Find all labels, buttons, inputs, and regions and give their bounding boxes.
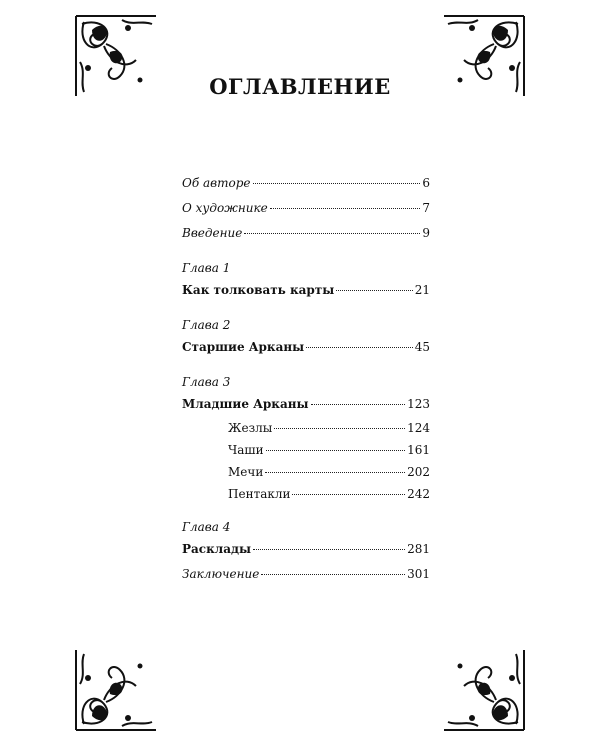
dot-leader	[274, 428, 405, 429]
toc-subentry[interactable]	[182, 483, 430, 505]
toc-entry-label: Введение	[182, 226, 243, 240]
dot-leader	[270, 208, 421, 209]
toc-page-number: 7	[422, 201, 430, 215]
dot-leader	[336, 290, 412, 291]
toc-subentry[interactable]	[182, 417, 430, 439]
toc-page-number: 202	[407, 465, 430, 479]
dot-leader	[261, 574, 405, 575]
chapter-label: Глава 4	[182, 520, 231, 534]
toc-page-number: 301	[407, 567, 430, 581]
dot-leader	[292, 494, 405, 495]
toc-entry-about-artist[interactable]	[182, 196, 430, 221]
toc-entry-label: Об авторе	[182, 176, 251, 190]
dot-leader	[306, 347, 413, 348]
toc-subentry[interactable]	[182, 439, 430, 461]
toc-page-number: 9	[422, 226, 430, 240]
toc-entry-label: Жезлы	[228, 421, 273, 435]
chapter-label: Глава 3	[182, 375, 231, 389]
floral-corner-icon	[438, 644, 530, 736]
dot-leader	[311, 404, 406, 405]
toc-page-number: 123	[407, 397, 430, 411]
toc-entry-label: Мечи	[228, 465, 264, 479]
toc-page-number: 124	[407, 421, 430, 435]
toc-entry-chapter-3[interactable]	[182, 392, 430, 417]
dot-leader	[244, 233, 420, 234]
toc-entry-conclusion[interactable]	[182, 562, 430, 587]
toc-page-number: 281	[407, 542, 430, 556]
dot-leader	[253, 549, 405, 550]
toc-entry-label: Пентакли	[228, 487, 291, 501]
table-of-contents	[182, 171, 430, 587]
toc-page-number: 45	[414, 340, 430, 354]
toc-entry-label: Младшие Арканы	[182, 397, 309, 411]
toc-entry-label: Заключение	[182, 567, 260, 581]
toc-entry-about-author[interactable]	[182, 171, 430, 196]
dot-leader	[265, 472, 405, 473]
page-title: ОГЛАВЛЕНИЕ	[209, 74, 391, 99]
floral-corner-icon	[70, 644, 162, 736]
toc-page-number: 161	[407, 443, 430, 457]
toc-page-number: 21	[414, 283, 430, 297]
toc-page-number: 242	[407, 487, 430, 501]
toc-entry-chapter-1[interactable]	[182, 278, 430, 303]
toc-entry-introduction[interactable]	[182, 221, 430, 246]
toc-subentry[interactable]	[182, 461, 430, 483]
chapter-label: Глава 2	[182, 318, 231, 332]
chapter-label: Глава 1	[182, 261, 231, 275]
toc-entry-chapter-4[interactable]	[182, 537, 430, 562]
toc-entry-label: Чаши	[228, 443, 264, 457]
toc-entry-label: О художнике	[182, 201, 268, 215]
dot-leader	[266, 450, 406, 451]
toc-entry-chapter-2[interactable]	[182, 335, 430, 360]
toc-entry-label: Как толковать карты	[182, 283, 335, 297]
toc-entry-label: Старшие Арканы	[182, 340, 305, 354]
dot-leader	[253, 183, 421, 184]
toc-page-number: 6	[422, 176, 430, 190]
toc-entry-label: Расклады	[182, 542, 252, 556]
